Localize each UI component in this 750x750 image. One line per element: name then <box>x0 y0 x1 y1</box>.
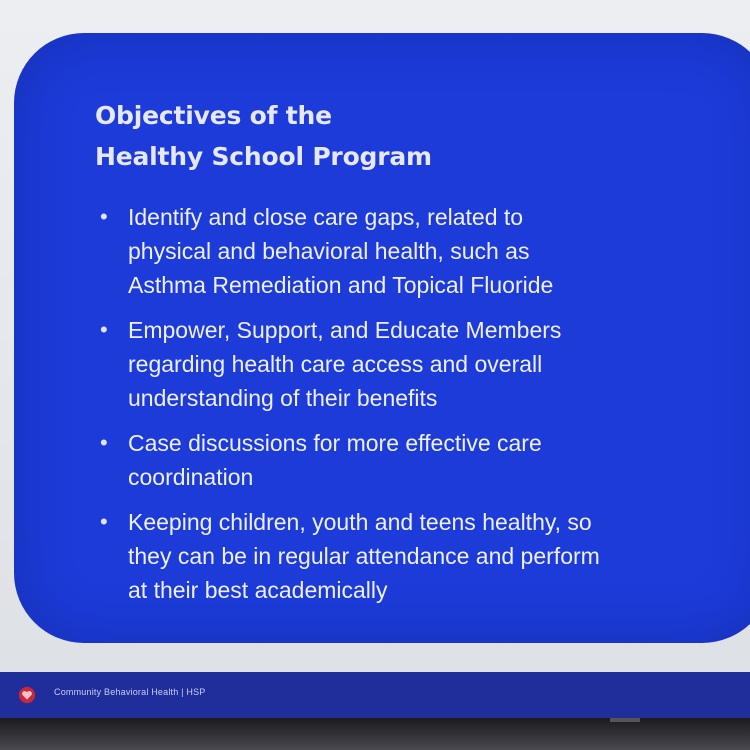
footer-organization-text: Community Behavioral Health | HSP <box>54 687 206 697</box>
list-item-text <box>128 505 718 607</box>
list-item <box>98 200 718 302</box>
list-item-text <box>128 313 718 415</box>
monitor-bezel <box>0 718 750 750</box>
list-item-line: coordination <box>128 464 254 490</box>
list-item-line: understanding of their benefits <box>128 385 438 411</box>
bezel-reflection <box>610 718 640 722</box>
list-item-line: Empower, Support, and Educate Members <box>128 317 562 343</box>
slide-title-line-1: Objectives of the <box>95 101 332 130</box>
bullet-icon: • <box>100 204 108 229</box>
list-item-line: physical and behavioral health, such as <box>128 238 530 264</box>
list-item-line: Keeping children, youth and teens healthy, so <box>128 509 592 535</box>
list-item-line: Identify and close care gaps, related to <box>128 204 524 230</box>
list-item-line: they can be in regular attendance and perform <box>128 543 600 569</box>
bullet-icon: • <box>100 317 108 342</box>
list-item-line: Case discussions for more effective care <box>128 430 542 456</box>
list-item <box>98 426 718 494</box>
slide-footer <box>0 672 750 718</box>
list-item <box>98 505 718 607</box>
list-item-text <box>128 426 718 494</box>
list-item-line: at their best academically <box>128 577 388 603</box>
list-item-line: Asthma Remediation and Topical Fluoride <box>128 272 554 298</box>
list-item-text <box>128 200 718 302</box>
objectives-list <box>98 200 718 618</box>
list-item <box>98 313 718 415</box>
list-item-line: regarding health care access and overall <box>128 351 543 377</box>
bullet-icon: • <box>100 430 108 455</box>
heart-logo-icon <box>18 686 36 704</box>
bullet-icon: • <box>100 509 108 534</box>
slide-title-line-2: Healthy School Program <box>95 142 432 171</box>
slide-title <box>95 95 515 177</box>
